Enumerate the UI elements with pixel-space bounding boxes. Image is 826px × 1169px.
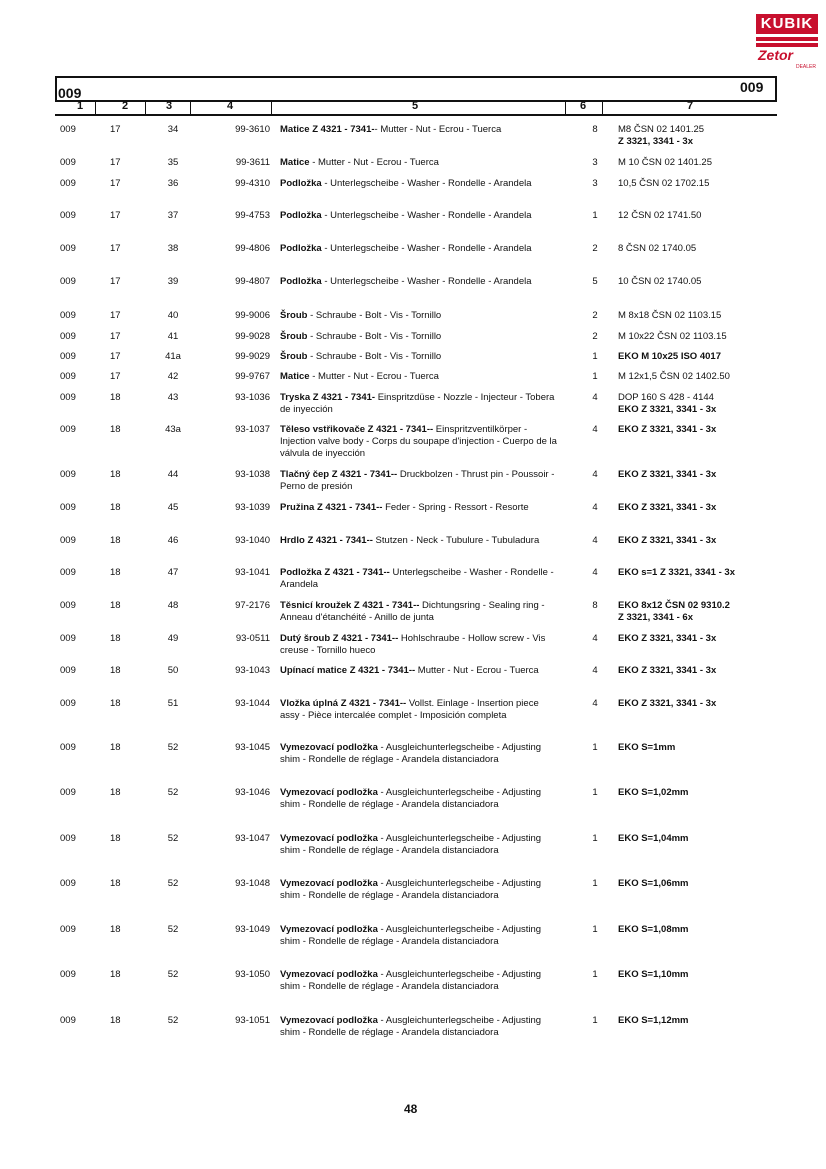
- quantity: 1: [592, 833, 598, 844]
- part-name: Těsnicí kroužek Z 4321 - 7341--: [280, 600, 420, 611]
- part-name: Vymezovací podložka: [280, 833, 378, 844]
- note-line: EKO 8x12 ČSN 02 9310.2: [618, 600, 730, 611]
- part-number: 99-4753: [235, 210, 270, 221]
- section-number-left: 009: [58, 85, 82, 101]
- part-number: 93-1043: [235, 665, 270, 676]
- part-name: Vymezovací podložka: [280, 1015, 378, 1026]
- brand-name: KUBIK: [756, 14, 818, 34]
- part-name: Vymezovací podložka: [280, 924, 378, 935]
- part-description: [280, 469, 560, 493]
- page-number: 48: [404, 1102, 418, 1116]
- part-number: 93-1038: [235, 469, 270, 480]
- figure-number: 18: [110, 567, 121, 578]
- note-line: EKO Z 3321, 3341 - 3x: [618, 698, 717, 709]
- section-number-right: 009: [740, 79, 764, 95]
- position-number: 47: [167, 567, 179, 578]
- quantity: 2: [592, 331, 598, 342]
- group-number: 009: [60, 535, 76, 546]
- quantity: 1: [592, 924, 598, 935]
- group-number: 009: [60, 331, 76, 342]
- quantity: 3: [592, 157, 598, 168]
- part-description: [280, 351, 560, 363]
- group-number: 009: [60, 178, 76, 189]
- part-note: [618, 392, 778, 416]
- quantity: 2: [592, 310, 598, 321]
- part-description: [280, 310, 560, 322]
- part-name: Podložka: [280, 276, 322, 287]
- group-number: 009: [60, 787, 76, 798]
- part-translations: Vollst. Einlage - Insertion piece assy - Pièce intercalée complet - Imposición completa: [280, 698, 539, 721]
- part-name: Podložka: [280, 210, 322, 221]
- position-number: 52: [167, 833, 179, 844]
- position-number: 41: [167, 331, 179, 342]
- quantity: 1: [592, 787, 598, 798]
- part-description: [280, 124, 560, 136]
- quantity: 2: [592, 243, 598, 254]
- part-number: 93-1051: [235, 1015, 270, 1026]
- part-note: [618, 567, 778, 579]
- part-name: Matice: [280, 371, 310, 382]
- col-divider: [145, 102, 146, 114]
- logo-bar: [756, 37, 818, 41]
- part-translations: - Mutter - Nut - Ecrou - Tuerca: [374, 124, 502, 135]
- part-translations: - Unterlegscheibe - Washer - Rondelle - Arandela: [321, 210, 532, 221]
- part-translations: Druckbolzen - Thrust pin - Poussoir - Perno de presión: [280, 469, 555, 492]
- position-number: 45: [167, 502, 179, 513]
- note-line: EKO Z 3321, 3341 - 3x: [618, 404, 717, 415]
- part-translations: Mutter - Nut - Ecrou - Tuerca: [415, 665, 539, 676]
- note-line: EKO S=1,10mm: [618, 969, 689, 980]
- note-line: EKO S=1,06mm: [618, 878, 689, 889]
- part-description: [280, 833, 560, 857]
- part-description: [280, 178, 560, 190]
- brand-sub: Zetor: [758, 47, 793, 63]
- note-line: EKO S=1,02mm: [618, 787, 689, 798]
- part-number: 99-9028: [235, 331, 270, 342]
- part-name: Upínací matice Z 4321 - 7341--: [280, 665, 416, 676]
- group-number: 009: [60, 1015, 76, 1026]
- part-note: [618, 742, 778, 754]
- figure-number: 18: [110, 787, 121, 798]
- col-header-7: 7: [686, 100, 694, 112]
- part-number: 93-1039: [235, 502, 270, 513]
- part-translations: - Ausgleichunterlegscheibe - Adjusting shim - Rondelle de réglage - Arandela distanciadora: [280, 833, 542, 856]
- group-number: 009: [60, 392, 76, 403]
- col-divider: [271, 102, 272, 114]
- note-line: 12 ČSN 02 1741.50: [618, 210, 702, 221]
- note-line: M 12x1,5 ČSN 02 1402.50: [618, 371, 730, 382]
- figure-number: 17: [110, 243, 121, 254]
- part-translations: - Mutter - Nut - Ecrou - Tuerca: [309, 371, 439, 382]
- note-line: M 10x22 ČSN 02 1103.15: [618, 331, 727, 342]
- part-description: [280, 210, 560, 222]
- part-number: 93-1041: [235, 567, 270, 578]
- group-number: 009: [60, 567, 76, 578]
- quantity: 4: [592, 665, 598, 676]
- part-description: [280, 787, 560, 811]
- part-note: [618, 833, 778, 845]
- figure-number: 17: [110, 157, 121, 168]
- part-translations: Dichtungsring - Sealing ring - Anneau d'étanchéité - Anillo de junta: [280, 600, 545, 623]
- part-note: [618, 124, 778, 148]
- note-line: EKO S=1,04mm: [618, 833, 689, 844]
- note-line: 10 ČSN 02 1740.05: [618, 276, 702, 287]
- quantity: 4: [592, 424, 598, 435]
- figure-number: 18: [110, 469, 121, 480]
- part-name: Hrdlo Z 4321 - 7341--: [280, 535, 373, 546]
- part-name: Matice: [280, 157, 310, 168]
- group-number: 009: [60, 665, 76, 676]
- part-note: [618, 331, 778, 343]
- part-translations: Stutzen - Neck - Tubulure - Tubuladura: [372, 535, 540, 546]
- brand-dealer: DEALER: [795, 64, 816, 70]
- part-note: [618, 502, 778, 514]
- part-number: 93-1046: [235, 787, 270, 798]
- note-line: M 10 ČSN 02 1401.25: [618, 157, 713, 168]
- quantity: 5: [592, 276, 598, 287]
- group-number: 009: [60, 600, 76, 611]
- col-header-3: 3: [165, 100, 173, 112]
- part-translations: - Unterlegscheibe - Washer - Rondelle - Arandela: [321, 178, 532, 189]
- column-header-row: [55, 100, 777, 116]
- part-note: [618, 210, 778, 222]
- part-name: Vymezovací podložka: [280, 742, 378, 753]
- figure-number: 18: [110, 633, 121, 644]
- part-description: [280, 742, 560, 766]
- note-line: M8 ČSN 02 1401.25: [618, 124, 705, 135]
- part-name: Šroub: [280, 351, 308, 362]
- note-line: EKO Z 3321, 3341 - 3x: [618, 665, 717, 676]
- part-number: 93-1047: [235, 833, 270, 844]
- part-note: [618, 535, 778, 547]
- group-number: 009: [60, 210, 76, 221]
- part-description: [280, 924, 560, 948]
- part-note: [618, 243, 778, 255]
- quantity: 4: [592, 502, 598, 513]
- figure-number: 18: [110, 924, 121, 935]
- part-note: [618, 633, 778, 645]
- position-number: 37: [167, 210, 179, 221]
- part-translations: - Schraube - Bolt - Vis - Tornillo: [307, 331, 442, 342]
- group-number: 009: [60, 502, 76, 513]
- part-number: 99-9767: [235, 371, 270, 382]
- part-note: [618, 424, 778, 436]
- part-name: Vymezovací podložka: [280, 969, 378, 980]
- position-number: 52: [167, 969, 179, 980]
- part-note: [618, 969, 778, 981]
- part-description: [280, 633, 560, 657]
- position-number: 52: [167, 924, 179, 935]
- group-number: 009: [60, 310, 76, 321]
- part-translations: - Ausgleichunterlegscheibe - Adjusting shim - Rondelle de réglage - Arandela distanciadora: [280, 969, 542, 992]
- figure-number: 18: [110, 878, 121, 889]
- col-header-4: 4: [226, 100, 234, 112]
- part-note: [618, 787, 778, 799]
- part-name: Tryska Z 4321 - 7341-: [280, 392, 376, 403]
- part-name: Vymezovací podložka: [280, 787, 378, 798]
- figure-number: 17: [110, 351, 121, 362]
- figure-number: 17: [110, 124, 121, 135]
- part-translations: - Ausgleichunterlegscheibe - Adjusting shim - Rondelle de réglage - Arandela distanciadora: [280, 878, 542, 901]
- position-number: 38: [167, 243, 179, 254]
- note-line: EKO Z 3321, 3341 - 3x: [618, 535, 717, 546]
- part-name: Vložka úplná Z 4321 - 7341--: [280, 698, 407, 709]
- quantity: 1: [592, 878, 598, 889]
- col-divider: [565, 102, 566, 114]
- part-number: 93-1050: [235, 969, 270, 980]
- part-translations: Unterlegscheibe - Washer - Rondelle - Arandela: [280, 567, 554, 590]
- col-header-1: 1: [76, 100, 84, 112]
- position-number: 40: [167, 310, 179, 321]
- group-number: 009: [60, 469, 76, 480]
- position-number: 36: [167, 178, 179, 189]
- col-divider: [602, 102, 603, 114]
- figure-number: 18: [110, 535, 121, 546]
- part-number: 99-4806: [235, 243, 270, 254]
- kubik-zetor-logo: [756, 14, 818, 70]
- part-description: [280, 535, 560, 547]
- note-line: EKO M 10x25 ISO 4017: [618, 351, 721, 362]
- part-number: 99-9029: [235, 351, 270, 362]
- part-description: [280, 276, 560, 288]
- quantity: 1: [592, 210, 598, 221]
- quantity: 1: [592, 742, 598, 753]
- part-note: [618, 924, 778, 936]
- position-number: 43a: [165, 424, 181, 435]
- part-name: Podložka: [280, 178, 322, 189]
- quantity: 4: [592, 535, 598, 546]
- part-description: [280, 392, 560, 416]
- position-number: 50: [167, 665, 179, 676]
- part-translations: Feder - Spring - Ressort - Resorte: [382, 502, 529, 513]
- part-note: [618, 178, 778, 190]
- part-number: 93-1048: [235, 878, 270, 889]
- part-note: [618, 157, 778, 169]
- part-description: [280, 567, 560, 591]
- part-translations: - Mutter - Nut - Ecrou - Tuerca: [309, 157, 439, 168]
- group-number: 009: [60, 276, 76, 287]
- note-line: EKO s=1 Z 3321, 3341 - 3x: [618, 567, 735, 578]
- figure-number: 18: [110, 698, 121, 709]
- part-name: Podložka Z 4321 - 7341--: [280, 567, 390, 578]
- part-note: [618, 310, 778, 322]
- figure-number: 17: [110, 310, 121, 321]
- part-number: 93-1040: [235, 535, 270, 546]
- col-divider: [95, 102, 96, 114]
- position-number: 44: [167, 469, 179, 480]
- section-header: [55, 76, 777, 102]
- part-description: [280, 1015, 560, 1039]
- position-number: 46: [167, 535, 179, 546]
- figure-number: 18: [110, 600, 121, 611]
- part-translations: - Unterlegscheibe - Washer - Rondelle - Arandela: [321, 276, 532, 287]
- group-number: 009: [60, 157, 76, 168]
- quantity: 8: [592, 600, 598, 611]
- col-header-5: 5: [411, 100, 419, 112]
- part-note: [618, 371, 778, 383]
- part-description: [280, 331, 560, 343]
- group-number: 009: [60, 698, 76, 709]
- part-number: 93-1036: [235, 392, 270, 403]
- figure-number: 18: [110, 969, 121, 980]
- part-translations: - Schraube - Bolt - Vis - Tornillo: [307, 310, 442, 321]
- quantity: 4: [592, 392, 598, 403]
- figure-number: 17: [110, 178, 121, 189]
- part-note: [618, 600, 778, 624]
- part-name: Podložka: [280, 243, 322, 254]
- note-line: 10,5 ČSN 02 1702.15: [618, 178, 710, 189]
- part-number: 99-4807: [235, 276, 270, 287]
- group-number: 009: [60, 742, 76, 753]
- figure-number: 17: [110, 210, 121, 221]
- figure-number: 17: [110, 371, 121, 382]
- position-number: 52: [167, 742, 179, 753]
- note-line: EKO Z 3321, 3341 - 3x: [618, 633, 717, 644]
- part-description: [280, 502, 560, 514]
- position-number: 41a: [165, 351, 181, 362]
- quantity: 1: [592, 969, 598, 980]
- quantity: 3: [592, 178, 598, 189]
- group-number: 009: [60, 878, 76, 889]
- position-number: 42: [167, 371, 179, 382]
- part-note: [618, 351, 778, 363]
- figure-number: 18: [110, 424, 121, 435]
- part-number: 99-4310: [235, 178, 270, 189]
- part-note: [618, 878, 778, 890]
- part-name: Dutý šroub Z 4321 - 7341--: [280, 633, 399, 644]
- part-number: 99-3610: [235, 124, 270, 135]
- col-header-6: 6: [579, 100, 587, 112]
- part-description: [280, 878, 560, 902]
- group-number: 009: [60, 124, 76, 135]
- part-description: [280, 157, 560, 169]
- group-number: 009: [60, 371, 76, 382]
- part-name: Vymezovací podložka: [280, 878, 378, 889]
- part-translations: Einspritzdüse - Nozzle - Injecteur - Tobera de inyección: [280, 392, 555, 415]
- figure-number: 17: [110, 331, 121, 342]
- part-translations: - Ausgleichunterlegscheibe - Adjusting shim - Rondelle de réglage - Arandela distanciadora: [280, 924, 542, 947]
- part-description: [280, 698, 560, 722]
- part-name: Tlačný čep Z 4321 - 7341--: [280, 469, 398, 480]
- position-number: 48: [167, 600, 179, 611]
- group-number: 009: [60, 351, 76, 362]
- part-number: 93-1049: [235, 924, 270, 935]
- note-line: Z 3321, 3341 - 6x: [618, 612, 693, 623]
- group-number: 009: [60, 969, 76, 980]
- part-name: Šroub: [280, 331, 308, 342]
- note-line: EKO Z 3321, 3341 - 3x: [618, 469, 717, 480]
- figure-number: 18: [110, 742, 121, 753]
- part-translations: Einspritzventilkörper - Injection valve body - Corps du soupape d'injection - Cuerpo de la válvula de inyección: [280, 424, 557, 459]
- part-description: [280, 665, 560, 677]
- figure-number: 18: [110, 392, 121, 403]
- part-note: [618, 698, 778, 710]
- part-translations: - Ausgleichunterlegscheibe - Adjusting shim - Rondelle de réglage - Arandela distanciadora: [280, 787, 542, 810]
- group-number: 009: [60, 243, 76, 254]
- note-line: 8 ČSN 02 1740.05: [618, 243, 697, 254]
- group-number: 009: [60, 833, 76, 844]
- position-number: 52: [167, 878, 179, 889]
- part-note: [618, 665, 778, 677]
- note-line: EKO S=1mm: [618, 742, 676, 753]
- part-description: [280, 424, 560, 460]
- part-note: [618, 1015, 778, 1027]
- position-number: 49: [167, 633, 179, 644]
- quantity: 1: [592, 351, 598, 362]
- part-name: Matice Z 4321 - 7341-: [280, 124, 375, 135]
- part-note: [618, 276, 778, 288]
- note-line: EKO Z 3321, 3341 - 3x: [618, 502, 717, 513]
- position-number: 39: [167, 276, 179, 287]
- col-header-2: 2: [121, 100, 129, 112]
- position-number: 35: [167, 157, 179, 168]
- figure-number: 17: [110, 276, 121, 287]
- part-translations: - Unterlegscheibe - Washer - Rondelle - Arandela: [321, 243, 532, 254]
- part-name: Pružina Z 4321 - 7341--: [280, 502, 383, 513]
- note-line: M 8x18 ČSN 02 1103.15: [618, 310, 722, 321]
- quantity: 4: [592, 633, 598, 644]
- position-number: 34: [167, 124, 179, 135]
- note-line: Z 3321, 3341 - 3x: [618, 136, 693, 147]
- note-line: EKO S=1,12mm: [618, 1015, 689, 1026]
- quantity: 4: [592, 698, 598, 709]
- part-number: 99-9006: [235, 310, 270, 321]
- part-number: 93-1037: [235, 424, 270, 435]
- note-line: EKO Z 3321, 3341 - 3x: [618, 424, 717, 435]
- part-name: Šroub: [280, 310, 308, 321]
- note-line: EKO S=1,08mm: [618, 924, 689, 935]
- figure-number: 18: [110, 502, 121, 513]
- group-number: 009: [60, 924, 76, 935]
- position-number: 51: [167, 698, 179, 709]
- figure-number: 18: [110, 1015, 121, 1026]
- quantity: 1: [592, 1015, 598, 1026]
- position-number: 43: [167, 392, 179, 403]
- group-number: 009: [60, 633, 76, 644]
- quantity: 1: [592, 371, 598, 382]
- figure-number: 18: [110, 833, 121, 844]
- col-divider: [190, 102, 191, 114]
- part-description: [280, 243, 560, 255]
- group-number: 009: [60, 424, 76, 435]
- part-name: Těleso vstřikovače Z 4321 - 7341--: [280, 424, 434, 435]
- part-number: 93-1044: [235, 698, 270, 709]
- quantity: 4: [592, 567, 598, 578]
- part-translations: Hohlschraube - Hollow screw - Vis creuse - Tornillo hueco: [280, 633, 546, 656]
- part-translations: - Ausgleichunterlegscheibe - Adjusting shim - Rondelle de réglage - Arandela distanciadora: [280, 1015, 542, 1038]
- part-number: 93-1045: [235, 742, 270, 753]
- part-translations: - Ausgleichunterlegscheibe - Adjusting shim - Rondelle de réglage - Arandela distanciadora: [280, 742, 542, 765]
- part-number: 97-2176: [235, 600, 270, 611]
- position-number: 52: [167, 787, 179, 798]
- note-line: DOP 160 S 428 - 4144: [618, 392, 714, 403]
- figure-number: 18: [110, 665, 121, 676]
- part-note: [618, 469, 778, 481]
- quantity: 8: [592, 124, 598, 135]
- part-number: 93-0511: [235, 633, 270, 644]
- position-number: 52: [167, 1015, 179, 1026]
- part-number: 99-3611: [235, 157, 270, 168]
- quantity: 4: [592, 469, 598, 480]
- part-description: [280, 969, 560, 993]
- part-translations: - Schraube - Bolt - Vis - Tornillo: [307, 351, 442, 362]
- part-description: [280, 600, 560, 624]
- part-description: [280, 371, 560, 383]
